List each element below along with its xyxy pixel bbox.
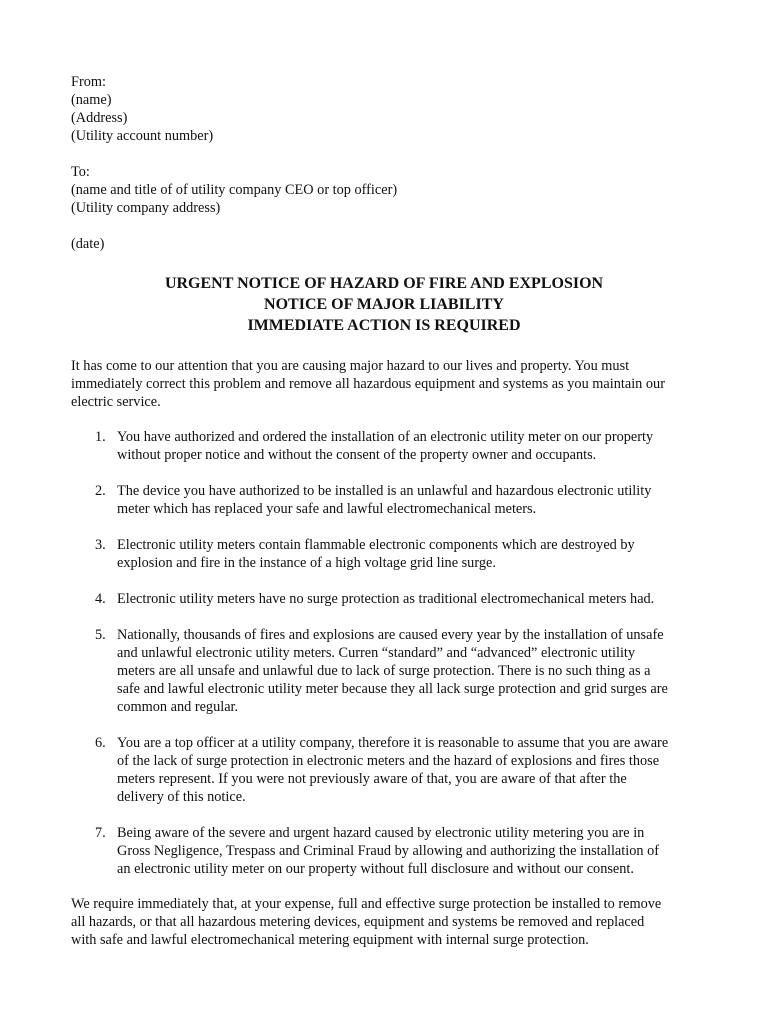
notice-title <box>71 273 697 336</box>
item-line: Nationally, thousands of fires and explosions are caused every year by the installation of unsafe <box>117 627 664 643</box>
item-line: You have authorized and ordered the installation of an electronic utility meter on our property <box>117 429 654 445</box>
item-line: Electronic utility meters have no surge protection as traditional electromechanical meters had. <box>117 591 655 607</box>
intro-line: electric service. <box>71 394 161 410</box>
item-line: The device you have authorized to be installed is an unlawful and hazardous electronic utility <box>117 483 652 499</box>
item-line: and unlawful electronic utility meters. Curren “standard” and “advanced” electronic utility <box>117 645 636 661</box>
intro-line: immediately correct this problem and remove all hazardous equipment and systems as you maintain our <box>71 376 665 392</box>
recipient-block <box>71 163 701 217</box>
item-line: meter which has replaced your safe and lawful electromechanical meters. <box>117 501 537 517</box>
to-label: To: <box>71 164 90 180</box>
item-line: meters are all unsafe and unlawful due to lack of surge protection. There is no such thing as a <box>117 663 651 679</box>
item-line: explosion and fire in the instance of a high voltage grid line surge. <box>117 555 496 571</box>
item-line: an electronic utility meter on our property without full disclosure and without our consent. <box>117 861 634 877</box>
title-line: IMMEDIATE ACTION IS REQUIRED <box>247 317 521 334</box>
closing-line: with safe and lawful electromechanical metering equipment with internal surge protection. <box>71 932 589 948</box>
item-line: safe and lawful electronic utility meter because they all lack surge protection and grid surges are <box>117 681 668 697</box>
item-line: of the lack of surge protection in electronic meters and the hazard of explosions and fires those <box>117 753 660 769</box>
hazard-list <box>71 428 701 878</box>
item-number: 3. <box>95 537 106 553</box>
list-item <box>71 536 697 572</box>
recipient-name: (name and title of of utility company CEO or top officer) <box>71 182 398 198</box>
closing-line: all hazards, or that all hazardous metering devices, equipment and systems be removed and replaced <box>71 914 645 930</box>
closing-line: We require immediately that, at your expense, full and effective surge protection be installed to remove <box>71 896 662 912</box>
item-line: Electronic utility meters contain flammable electronic components which are destroyed by <box>117 537 635 553</box>
closing-paragraph <box>71 895 703 949</box>
list-item <box>71 482 697 518</box>
sender-address: (Address) <box>71 110 128 126</box>
intro-paragraph <box>71 357 703 411</box>
title-line: URGENT NOTICE OF HAZARD OF FIRE AND EXPLOSION <box>164 275 604 292</box>
title-line: NOTICE OF MAJOR LIABILITY <box>264 296 504 313</box>
item-number: 7. <box>95 825 106 841</box>
item-line: delivery of this notice. <box>117 789 246 805</box>
list-item <box>71 590 697 608</box>
item-number: 5. <box>95 627 106 643</box>
sender-block <box>71 73 701 145</box>
item-line: You are a top officer at a utility company, therefore it is reasonable to assume that you are aware <box>117 735 669 751</box>
from-label: From: <box>71 74 106 90</box>
list-item <box>71 734 697 806</box>
item-line: Being aware of the severe and urgent hazard caused by electronic utility metering you are in <box>117 825 645 841</box>
sender-account-number: (Utility account number) <box>71 128 214 144</box>
list-item <box>71 824 697 878</box>
list-item <box>71 626 697 716</box>
item-line: meters represent. If you were not previously aware of that, you are aware of that after the <box>117 771 627 787</box>
item-line: without proper notice and without the consent of the property owner and occupants. <box>117 447 597 463</box>
letter-page <box>71 73 701 949</box>
item-number: 2. <box>95 483 106 499</box>
item-number: 6. <box>95 735 106 751</box>
recipient-address: (Utility company address) <box>71 200 221 216</box>
item-line: Gross Negligence, Trespass and Criminal Fraud by allowing and authorizing the installation of <box>117 843 660 859</box>
item-number: 1. <box>95 429 106 445</box>
sender-name: (name) <box>71 92 112 108</box>
letter-date: (date) <box>71 236 105 252</box>
item-number: 4. <box>95 591 106 607</box>
intro-line: It has come to our attention that you are causing major hazard to our lives and property. You must <box>71 358 630 374</box>
list-item <box>71 428 697 464</box>
item-line: common and regular. <box>117 699 239 715</box>
